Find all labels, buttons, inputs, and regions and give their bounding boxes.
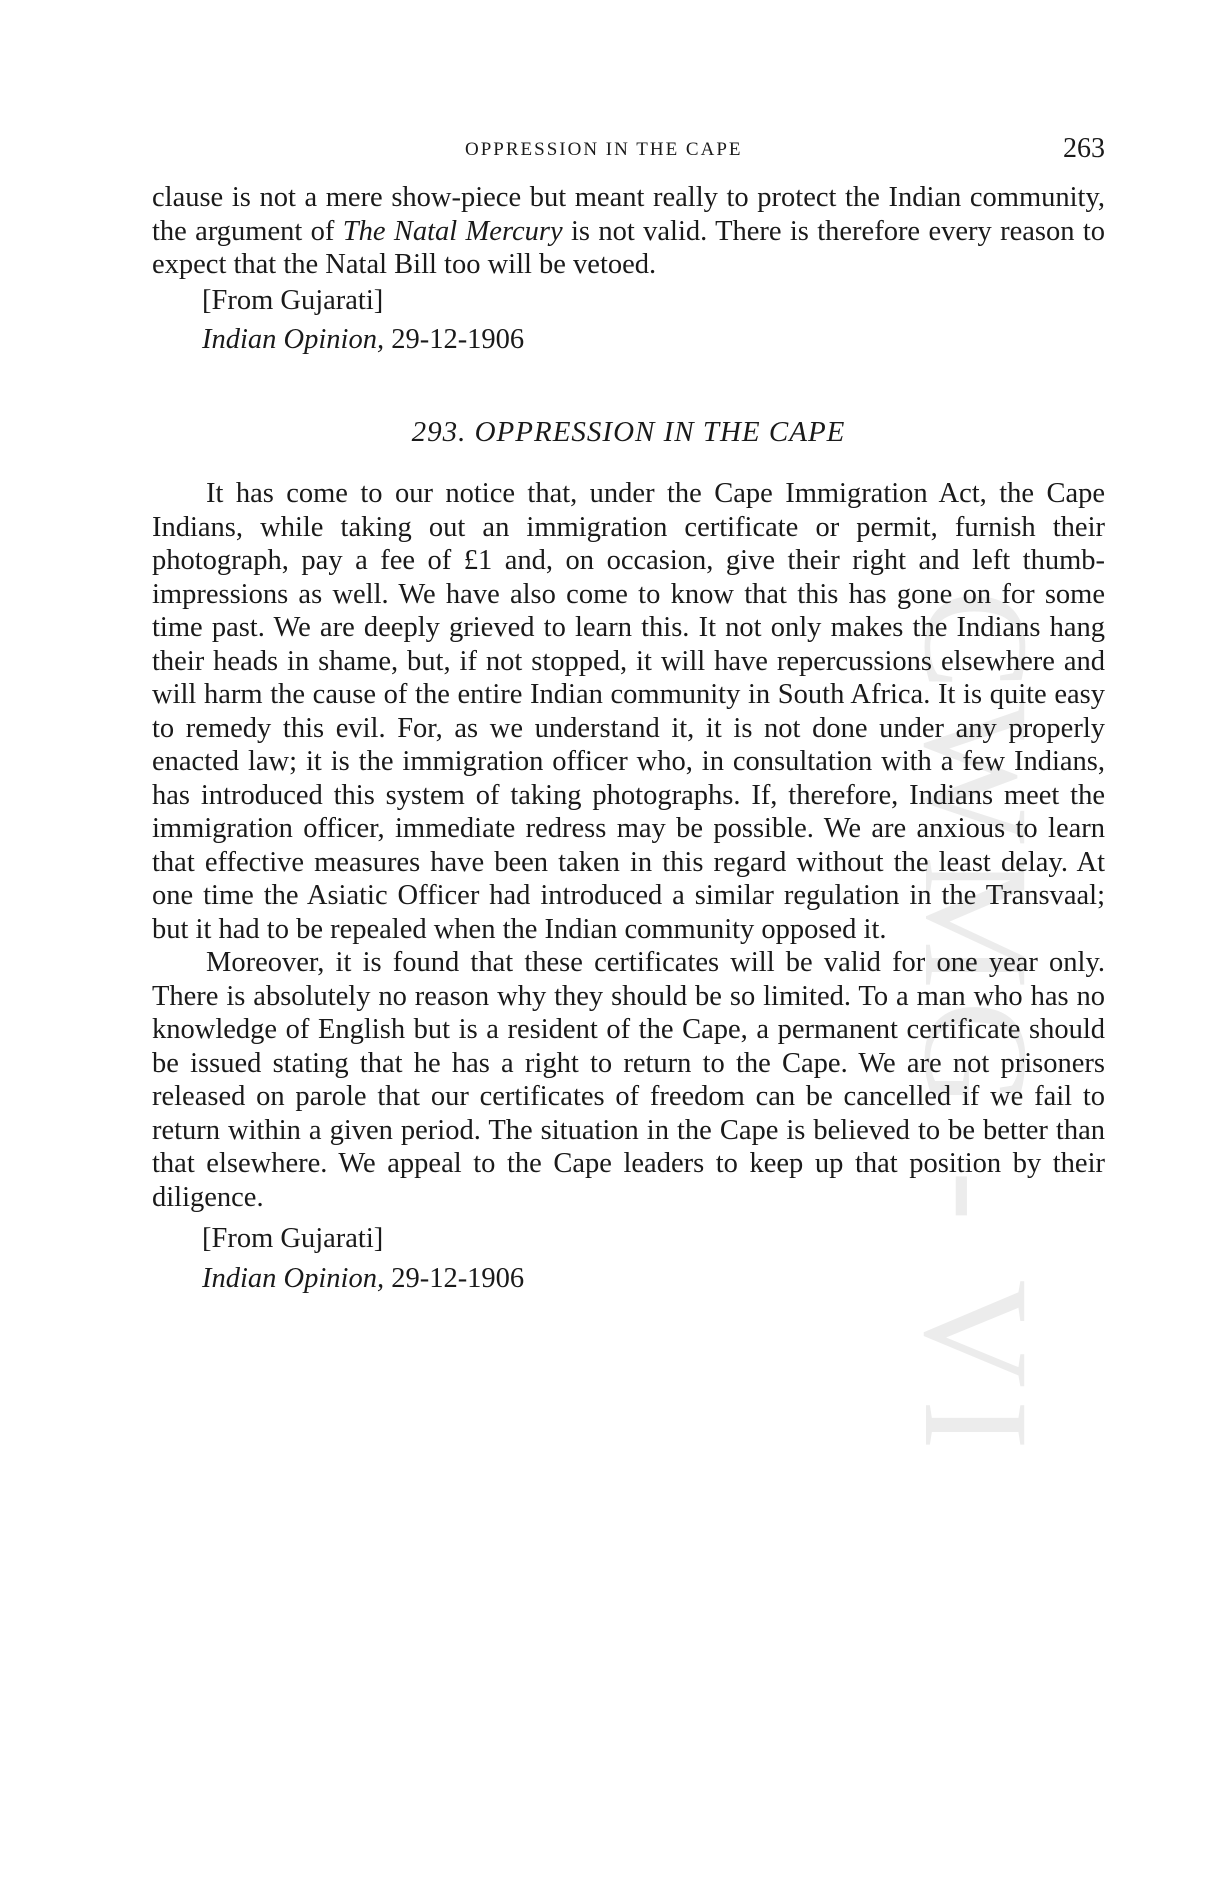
continued-paragraph <box>152 181 1105 282</box>
page-number: 263 <box>1063 133 1105 164</box>
article-source-note: [From Gujarati] <box>202 1223 384 1254</box>
citation <box>202 323 1105 357</box>
article-citation-publication: Indian Opinion, <box>202 1262 385 1294</box>
source-note: [From Gujarati] <box>202 284 384 316</box>
article-citation <box>202 1262 1105 1296</box>
running-head-title: OPPRESSION IN THE CAPE <box>465 139 743 160</box>
article-heading: 293. OPPRESSION IN THE CAPE <box>411 415 846 448</box>
continued-text-part1: clause is not a mere show-piece but meant really to protect the Indian community, the argument of <box>152 182 1105 247</box>
article-paragraph-2: Moreover, it is found that these certificates will be valid for one year only. There is absolutely no reason why they should be so limited. To a man who has no knowledge of English but is a resident of the Cape, a permanent certificate should be issued stating that he has a right to return to the Cape. We are not prisoners released on parole that our certificates of freedom can be cancelled if we fail to return within a given period. The situation in the Cape is believed to be better than that elsewhere. We appeal to the Cape leaders to keep up that position by their diligence. <box>152 947 1105 1213</box>
citation-publication: Indian Opinion, <box>202 324 385 355</box>
running-head <box>155 133 1105 173</box>
body-text <box>152 181 1105 1295</box>
continued-text-part2: is not valid. There is therefore every reason to expect that the Natal Bill too will be vetoed. <box>152 215 1105 280</box>
publication-name: The Natal Mercury <box>342 215 563 247</box>
article-paragraph-1: It has come to our notice that, under the Cape Immigration Act, the Cape Indians, while taking out an immigration certificate or permit, furnish their photograph, pay a fee of £1 and, on occasion, give their right and left thumb-impressions as well. We have also come to know that this has gone on for some time past. We are deeply grieved to learn this. It not only makes the Indians hang their heads in shame, but, if not stopped, it will have repercussions elsewhere and will harm the cause of the entire Indian community in South Africa. It is quite easy to remedy this evil. For, as we understand it, it is not done under any properly enacted law; it is the immigration officer who, in consultation with a few Indians, has introduced this system of taking photographs. If, therefore, Indians meet the immigration officer, immediate redress may be possible. We are anxious to learn that effective measures have been taken in this regard without the least delay. At one time the Asiatic Officer had introduced a similar regulation in the Transvaal; but it had to be repealed when the Indian community opposed it. <box>152 478 1105 945</box>
article-citation-date: 29-12-1906 <box>384 1262 525 1294</box>
watermark-text: CWMG - VI <box>893 590 1059 1462</box>
citation-date: 29-12-1906 <box>384 324 525 355</box>
